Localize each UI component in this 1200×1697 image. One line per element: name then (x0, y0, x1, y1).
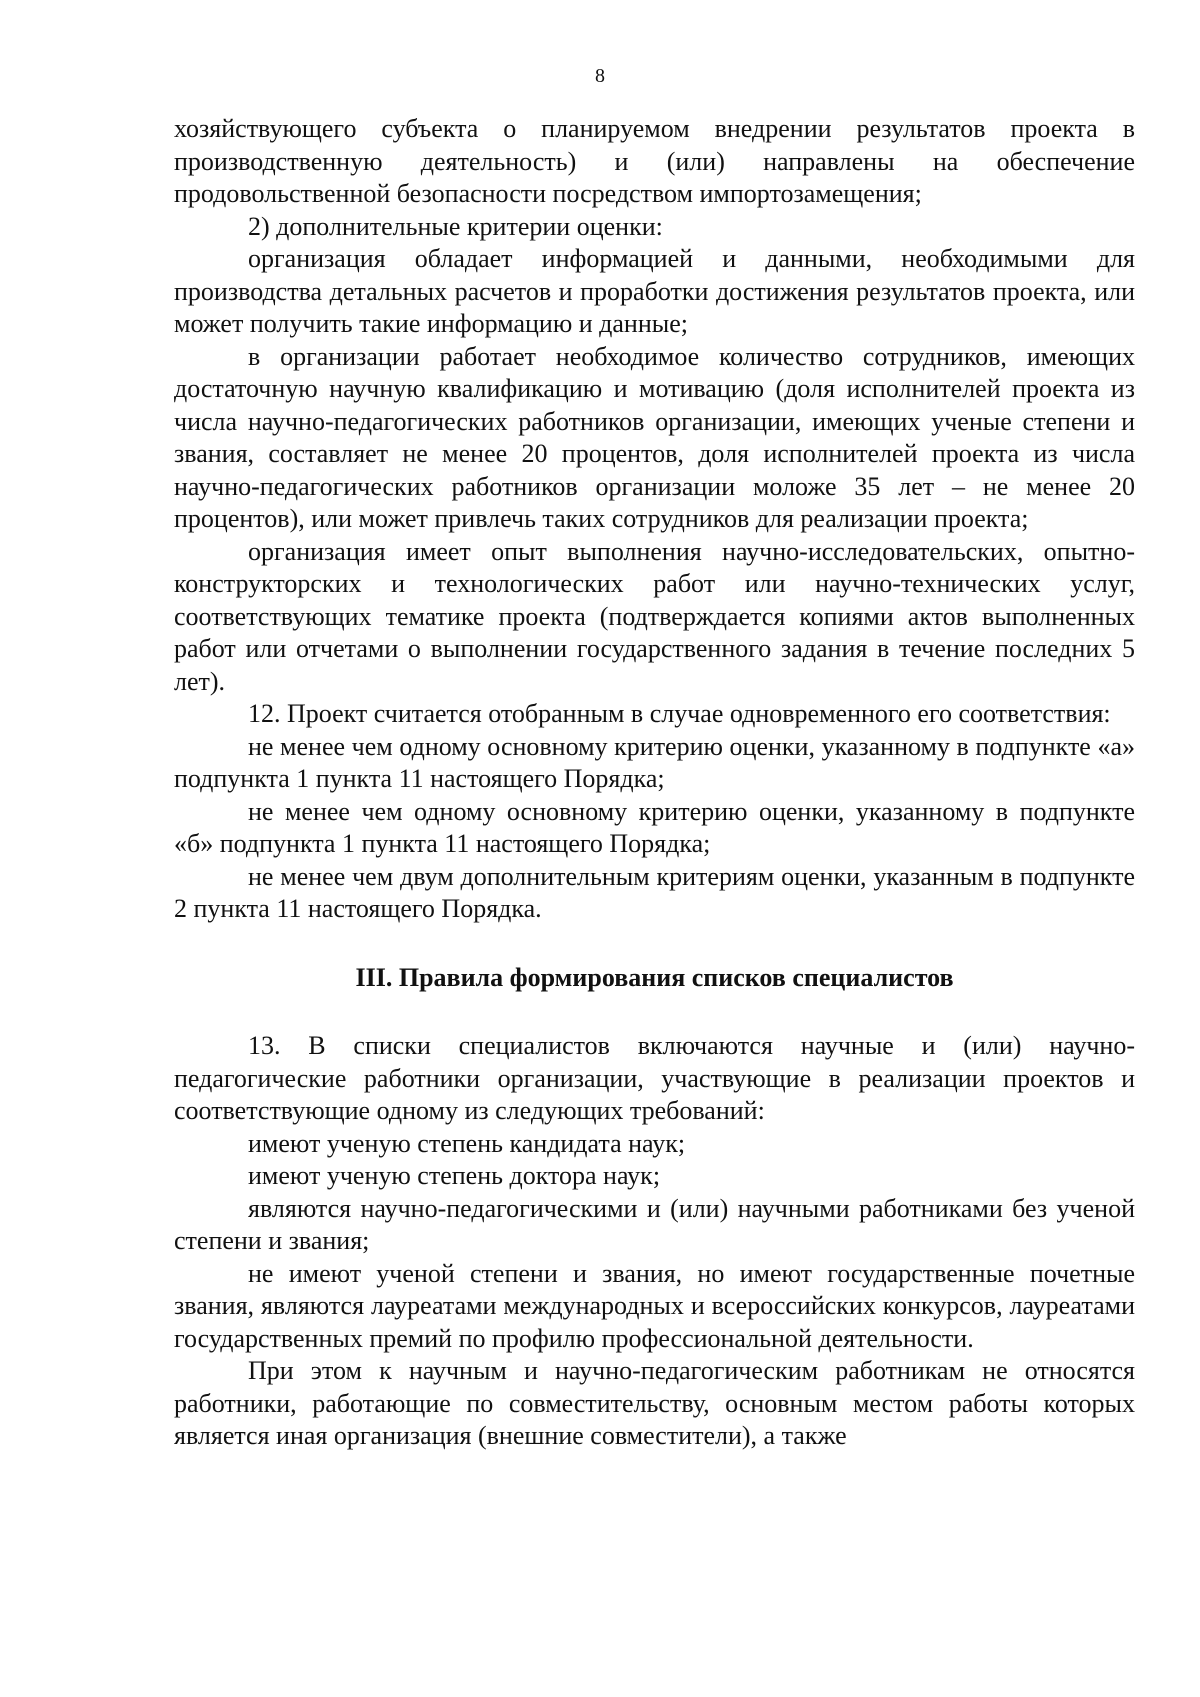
paragraph: 12. Проект считается отобранным в случае одновременного его соответствия: (248, 699, 1111, 728)
paragraph: 2) дополнительные критерии оценки: (248, 211, 663, 241)
paragraph: являются научно-педагогическими и (или) научными работниками без ученой степени и звания; (174, 1193, 1135, 1255)
document-body (174, 113, 1135, 1453)
paragraph: не менее чем одному основному критерию оценки, указанному в подпункте «б» подпункта 1 пункта 11 настоящего Порядка; (174, 796, 1135, 858)
paragraph: хозяйствующего субъекта о планируемом внедрении результатов проекта в производственную деятельность) и (или) направлены на обеспечение продовольственной безопасности посредством импортозамещения; (174, 114, 1135, 208)
paragraph: 13. В списки специалистов включаются научные и (или) научно-педагогические работники организации, участвующие в реализации проектов и соответствующие одному из следующих требований: (174, 1031, 1135, 1125)
section-heading: III. Правила формирования списков специалистов (355, 962, 954, 992)
paragraph: организация имеет опыт выполнения научно-исследовательских, опытно-конструкторских и технологических работ или научно-технических услуг, соответствующих тематике проекта (подтверждается копиями актов выполненных работ или отчетами о выполнении государственного задания в течение последних 5 лет). (174, 536, 1135, 696)
paragraph: имеют ученую степень кандидата наук; (248, 1128, 686, 1158)
paragraph: организация обладает информацией и данными, необходимыми для производства детальных расчетов и проработки достижения результатов проекта, или может получить такие информацию и данные; (174, 244, 1135, 338)
paragraph: не менее чем одному основному критерию оценки, указанному в подпункте «а» подпункта 1 пункта 11 настоящего Порядка; (174, 731, 1135, 793)
paragraph: в организации работает необходимое количество сотрудников, имеющих достаточную научную квалификацию и мотивацию (доля исполнителей проекта из числа научно-педагогических работников организации, имеющих ученые степени и звания, составляет не менее 20 процентов, доля исполнителей проекта из числа научно-педагогических работников организации моложе 35 лет – не менее 20 процентов), или может привлечь таких сотрудников для реализации проекта; (174, 341, 1135, 533)
paragraph: имеют ученую степень доктора наук; (248, 1161, 661, 1190)
page-number: 8 (595, 65, 605, 87)
paragraph: не менее чем двум дополнительным критериям оценки, указанным в подпункте 2 пункта 11 настоящего Порядка. (174, 861, 1135, 923)
paragraph: не имеют ученой степени и звания, но имеют государственные почетные звания, являются лауреатами международных и всероссийских конкурсов, лауреатами государственных премий по профилю профессиональной деятельности. (174, 1258, 1135, 1353)
paragraph: При этом к научным и научно-педагогическим работникам не относятся работники, работающие по совместительству, основным местом работы которых является иная организация (внешние совместители), а также (174, 1356, 1135, 1450)
